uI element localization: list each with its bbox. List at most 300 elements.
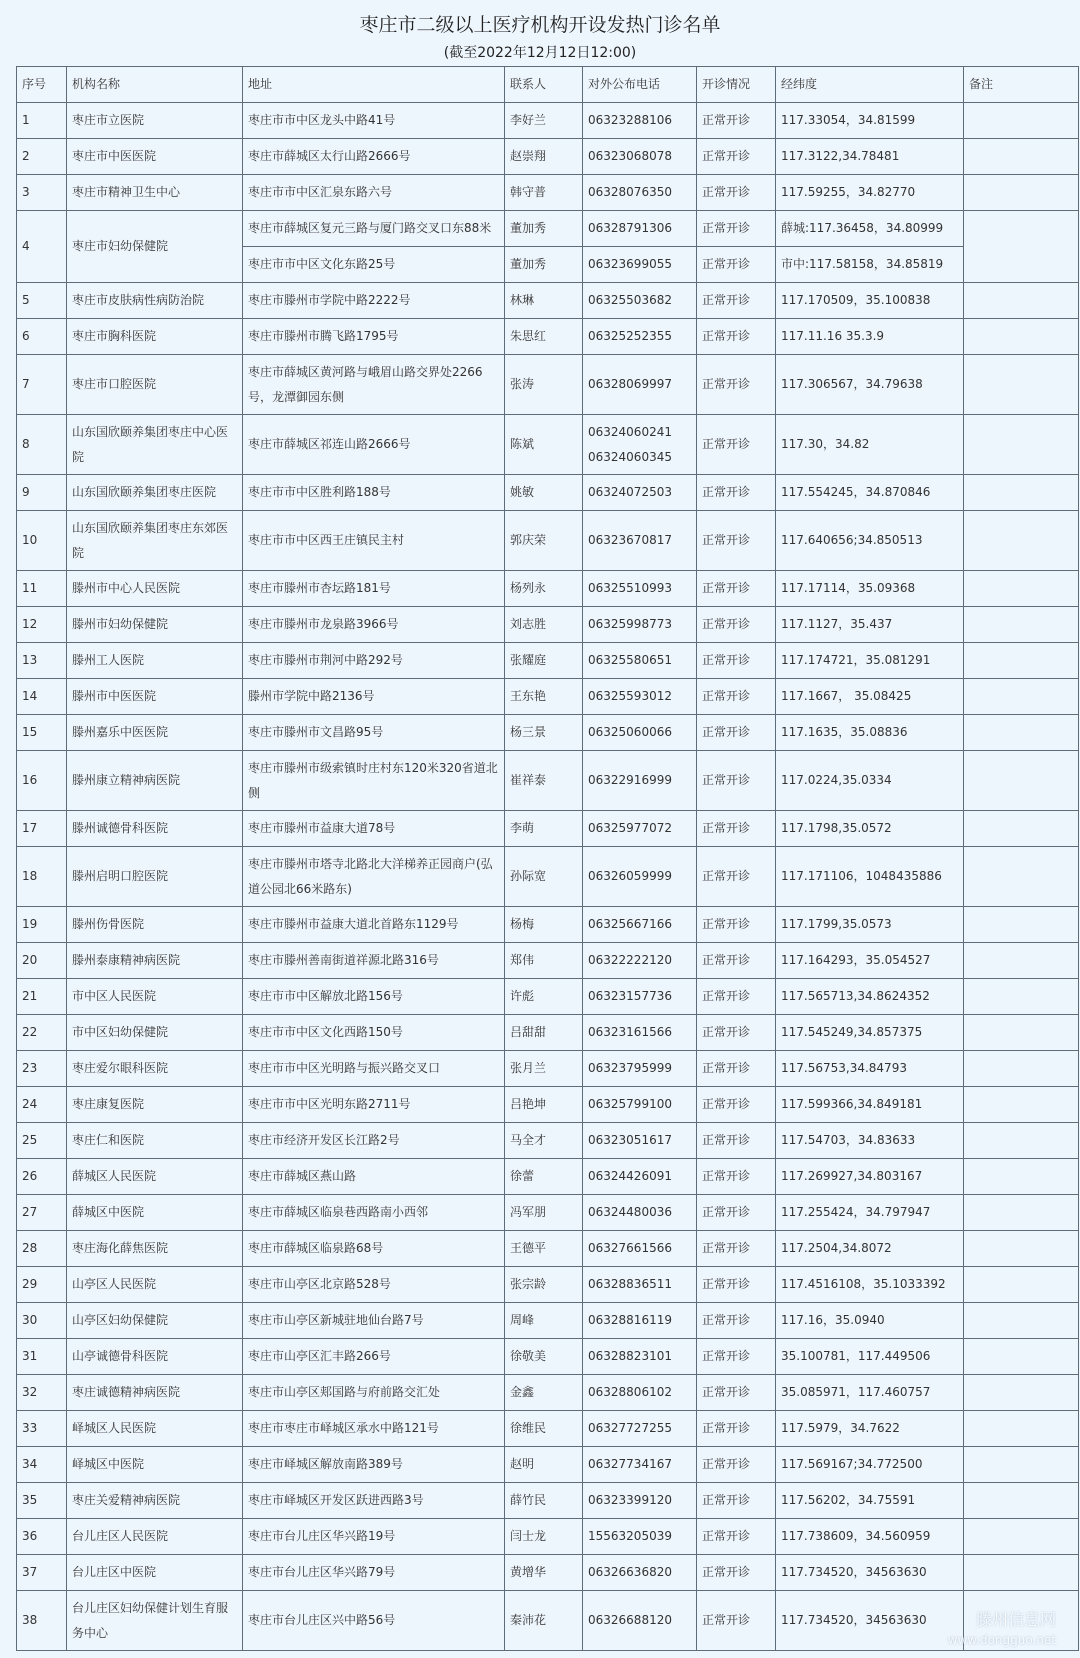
institution-name: 枣庄诚德精神病医院: [67, 1375, 243, 1411]
coordinates: 117.565713,34.8624352: [776, 979, 964, 1015]
contact-person: 秦沛花: [505, 1591, 583, 1651]
institution-name: 枣庄市立医院: [67, 103, 243, 139]
address: 枣庄市薛城区临泉巷西路南小西邻: [243, 1195, 505, 1231]
remarks: [964, 1267, 1079, 1303]
table-row: [17, 679, 1079, 715]
remarks: [964, 1483, 1079, 1519]
clinic-status: 正常开诊: [697, 511, 776, 571]
phone-number: 06322916999: [583, 751, 697, 811]
remarks: [964, 1339, 1079, 1375]
row-number: 5: [17, 283, 67, 319]
remarks: [964, 1087, 1079, 1123]
coordinates: 117.11.16 35.3.9: [776, 319, 964, 355]
coordinates: 117.16，35.0940: [776, 1303, 964, 1339]
table-row: [17, 319, 1079, 355]
remarks: [964, 907, 1079, 943]
table-row: [17, 1375, 1079, 1411]
clinic-status: 正常开诊: [697, 715, 776, 751]
institution-name: 山亭区人民医院: [67, 1267, 243, 1303]
table-row: [17, 139, 1079, 175]
coordinates: 117.164293，35.054527: [776, 943, 964, 979]
table-row: [17, 1339, 1079, 1375]
remarks: [964, 607, 1079, 643]
row-number: 27: [17, 1195, 67, 1231]
clinic-status: 正常开诊: [697, 319, 776, 355]
address: 枣庄市经济开发区长江路2号: [243, 1123, 505, 1159]
phone-number: 06327727255: [583, 1411, 697, 1447]
row-number: 29: [17, 1267, 67, 1303]
clinic-status: 正常开诊: [697, 607, 776, 643]
phone-number: 06325503682: [583, 283, 697, 319]
row-number: 36: [17, 1519, 67, 1555]
clinic-status: 正常开诊: [697, 979, 776, 1015]
phone-number: 06322222120: [583, 943, 697, 979]
institution-name: 枣庄市中医医院: [67, 139, 243, 175]
phone-number: 06328069997: [583, 355, 697, 415]
table-row: [17, 1303, 1079, 1339]
table-row: [17, 571, 1079, 607]
table-row: [17, 1231, 1079, 1267]
address: 枣庄市薛城区黄河路与峨眉山路交界处2266号，龙潭御园东侧: [243, 355, 505, 415]
contact-person: 许彪: [505, 979, 583, 1015]
row-number: 16: [17, 751, 67, 811]
coordinates: 117.255424，34.797947: [776, 1195, 964, 1231]
remarks: [964, 319, 1079, 355]
address: 枣庄市市中区文化西路150号: [243, 1015, 505, 1051]
row-number: 25: [17, 1123, 67, 1159]
contact-person: 杨梅: [505, 907, 583, 943]
institution-name: 枣庄市精神卫生中心: [67, 175, 243, 211]
clinic-status: 正常开诊: [697, 415, 776, 475]
contact-person: 徐敬美: [505, 1339, 583, 1375]
row-number: 24: [17, 1087, 67, 1123]
coordinates: 117.174721，35.081291: [776, 643, 964, 679]
table-row: [17, 1483, 1079, 1519]
coordinates: 117.306567，34.79638: [776, 355, 964, 415]
coordinates: 薛城:117.36458，34.80999: [776, 211, 964, 247]
address: 枣庄市滕州市荆河中路292号: [243, 643, 505, 679]
table-row: [17, 607, 1079, 643]
row-number: 13: [17, 643, 67, 679]
remarks: [964, 943, 1079, 979]
phone-number: 06325799100: [583, 1087, 697, 1123]
row-number: 33: [17, 1411, 67, 1447]
institution-name: 薛城区人民医院: [67, 1159, 243, 1195]
address: 枣庄市薛城区燕山路: [243, 1159, 505, 1195]
institution-name: 峄城区中医院: [67, 1447, 243, 1483]
phone-number: 06328816119: [583, 1303, 697, 1339]
clinic-status: 正常开诊: [697, 1123, 776, 1159]
clinic-status: 正常开诊: [697, 1195, 776, 1231]
watermark-url: www.dongguo.net: [947, 1633, 1056, 1647]
coordinates: 117.33054，34.81599: [776, 103, 964, 139]
remarks: [964, 1303, 1079, 1339]
phone-number: 06323161566: [583, 1015, 697, 1051]
remarks: [964, 847, 1079, 907]
table-row: [17, 1015, 1079, 1051]
coordinates: 117.56753,34.84793: [776, 1051, 964, 1087]
phone-number: 06323051617: [583, 1123, 697, 1159]
address: 枣庄市山亭区郏国路与府前路交汇处: [243, 1375, 505, 1411]
phone-number: 06327734167: [583, 1447, 697, 1483]
clinic-status: 正常开诊: [697, 1051, 776, 1087]
coordinates: 117.1798,35.0572: [776, 811, 964, 847]
remarks: [964, 1195, 1079, 1231]
contact-person: 黄增华: [505, 1555, 583, 1591]
contact-person: 董加秀: [505, 211, 583, 247]
row-number: 28: [17, 1231, 67, 1267]
clinic-status: 正常开诊: [697, 1267, 776, 1303]
column-header: 经纬度: [776, 67, 964, 103]
address: 枣庄市滕州市益康大道北首路东1129号: [243, 907, 505, 943]
coordinates: 117.1799,35.0573: [776, 907, 964, 943]
table-row: [17, 1555, 1079, 1591]
institution-name: 山亭区妇幼保健院: [67, 1303, 243, 1339]
contact-person: 金鑫: [505, 1375, 583, 1411]
contact-person: 董加秀: [505, 247, 583, 283]
contact-person: 李好兰: [505, 103, 583, 139]
phone-number: 06323288106: [583, 103, 697, 139]
address: 枣庄市滕州市学院中路2222号: [243, 283, 505, 319]
address: 枣庄市薛城区太行山路2666号: [243, 139, 505, 175]
table-row: [17, 1267, 1079, 1303]
table-row: [17, 811, 1079, 847]
address: 枣庄市市中区光明路与振兴路交叉口: [243, 1051, 505, 1087]
clinic-status: 正常开诊: [697, 211, 776, 247]
remarks: [964, 1231, 1079, 1267]
clinic-status: 正常开诊: [697, 1483, 776, 1519]
address: 枣庄市市中区汇泉东路六号: [243, 175, 505, 211]
remarks: [964, 1051, 1079, 1087]
remarks: [964, 715, 1079, 751]
coordinates: 117.59255，34.82770: [776, 175, 964, 211]
phone-number: 06323399120: [583, 1483, 697, 1519]
coordinates: 117.545249,34.857375: [776, 1015, 964, 1051]
row-number: 3: [17, 175, 67, 211]
remarks: [964, 1123, 1079, 1159]
clinic-status: 正常开诊: [697, 1555, 776, 1591]
clinic-status: 正常开诊: [697, 751, 776, 811]
table-row: [17, 1159, 1079, 1195]
contact-person: 张宗龄: [505, 1267, 583, 1303]
remarks: [964, 811, 1079, 847]
phone-number: 06326059999: [583, 847, 697, 907]
hospital-table: [16, 66, 1079, 1651]
remarks: [964, 643, 1079, 679]
remarks: [964, 175, 1079, 211]
address: 枣庄市山亭区新城驻地仙台路7号: [243, 1303, 505, 1339]
clinic-status: 正常开诊: [697, 571, 776, 607]
institution-name: 台儿庄区妇幼保健计划生育服务中心: [67, 1591, 243, 1651]
coordinates: 117.2504,34.8072: [776, 1231, 964, 1267]
coordinates: 117.56202，34.75591: [776, 1483, 964, 1519]
phone-number: 06325252355: [583, 319, 697, 355]
phone-number: 06325977072: [583, 811, 697, 847]
coordinates: 35.085971，117.460757: [776, 1375, 964, 1411]
institution-name: 山亭诚德骨科医院: [67, 1339, 243, 1375]
coordinates: 117.3122,34.78481: [776, 139, 964, 175]
row-number: 10: [17, 511, 67, 571]
coordinates: 117.1667， 35.08425: [776, 679, 964, 715]
row-number: 18: [17, 847, 67, 907]
contact-person: 周峰: [505, 1303, 583, 1339]
remarks: [964, 1447, 1079, 1483]
clinic-status: 正常开诊: [697, 1339, 776, 1375]
row-number: 12: [17, 607, 67, 643]
address: 枣庄市山亭区汇丰路266号: [243, 1339, 505, 1375]
contact-person: 薛竹民: [505, 1483, 583, 1519]
coordinates: 117.569167;34.772500: [776, 1447, 964, 1483]
clinic-status: 正常开诊: [697, 679, 776, 715]
address: 枣庄市峄城区开发区跃进西路3号: [243, 1483, 505, 1519]
coordinates: 117.30，34.82: [776, 415, 964, 475]
phone-number: 06323795999: [583, 1051, 697, 1087]
table-row: [17, 475, 1079, 511]
row-number: 9: [17, 475, 67, 511]
column-header: 序号: [17, 67, 67, 103]
coordinates: 117.599366,34.849181: [776, 1087, 964, 1123]
contact-person: 张涛: [505, 355, 583, 415]
clinic-status: 正常开诊: [697, 1411, 776, 1447]
contact-person: 姚敏: [505, 475, 583, 511]
contact-person: 刘志胜: [505, 607, 583, 643]
phone-number: 06325593012: [583, 679, 697, 715]
contact-person: 韩守普: [505, 175, 583, 211]
contact-person: 张耀庭: [505, 643, 583, 679]
table-row: [17, 907, 1079, 943]
clinic-status: 正常开诊: [697, 247, 776, 283]
table-row: [17, 283, 1079, 319]
clinic-status: 正常开诊: [697, 355, 776, 415]
address: 枣庄市台儿庄区华兴路79号: [243, 1555, 505, 1591]
phone-number: 15563205039: [583, 1519, 697, 1555]
institution-name: 滕州启明口腔医院: [67, 847, 243, 907]
remarks: [964, 355, 1079, 415]
institution-name: 滕州泰康精神病医院: [67, 943, 243, 979]
phone-number: 06328076350: [583, 175, 697, 211]
institution-name: 滕州诚德骨科医院: [67, 811, 243, 847]
contact-person: 王东艳: [505, 679, 583, 715]
clinic-status: 正常开诊: [697, 643, 776, 679]
column-header: 备注: [964, 67, 1079, 103]
row-number: 38: [17, 1591, 67, 1651]
row-number: 17: [17, 811, 67, 847]
row-number: 11: [17, 571, 67, 607]
table-row: [17, 415, 1079, 475]
phone-number: 06323670817: [583, 511, 697, 571]
phone-number: 06325998773: [583, 607, 697, 643]
row-number: 15: [17, 715, 67, 751]
table-row: [17, 1519, 1079, 1555]
institution-name: 山东国欣颐养集团枣庄东郊医院: [67, 511, 243, 571]
page-title: 枣庄市二级以上医疗机构开设发热门诊名单: [359, 14, 721, 36]
contact-person: 张月兰: [505, 1051, 583, 1087]
institution-name: 枣庄市皮肤病性病防治院: [67, 283, 243, 319]
contact-person: 吕艳坤: [505, 1087, 583, 1123]
row-number: 31: [17, 1339, 67, 1375]
clinic-status: 正常开诊: [697, 475, 776, 511]
contact-person: 徐维民: [505, 1411, 583, 1447]
institution-name: 山东国欣颐养集团枣庄医院: [67, 475, 243, 511]
remarks: [964, 679, 1079, 715]
coordinates: 市中:117.58158，34.85819: [776, 247, 964, 283]
coordinates: 117.554245，34.870846: [776, 475, 964, 511]
table-row: [17, 1591, 1079, 1651]
row-number: 2: [17, 139, 67, 175]
phone-number: 06327661566: [583, 1231, 697, 1267]
contact-person: 马全才: [505, 1123, 583, 1159]
coordinates: 117.0224,35.0334: [776, 751, 964, 811]
header-row: [17, 67, 1079, 103]
phone-number: 06328836511: [583, 1267, 697, 1303]
coordinates: 117.4516108，35.1033392: [776, 1267, 964, 1303]
contact-person: 吕甜甜: [505, 1015, 583, 1051]
column-header: 对外公布电话: [583, 67, 697, 103]
clinic-status: 正常开诊: [697, 139, 776, 175]
phone-number: 06325580651: [583, 643, 697, 679]
remarks: [964, 1159, 1079, 1195]
clinic-status: 正常开诊: [697, 1447, 776, 1483]
institution-name: 枣庄仁和医院: [67, 1123, 243, 1159]
clinic-status: 正常开诊: [697, 1375, 776, 1411]
contact-person: 徐蕾: [505, 1159, 583, 1195]
remarks: [964, 415, 1079, 475]
coordinates: 117.734520，34563630: [776, 1591, 964, 1651]
table-row: [17, 979, 1079, 1015]
remarks: [964, 475, 1079, 511]
clinic-status: 正常开诊: [697, 1519, 776, 1555]
remarks: [964, 751, 1079, 811]
phone-line: 06324060345: [588, 449, 672, 464]
table-row: [17, 1447, 1079, 1483]
contact-person: 王德平: [505, 1231, 583, 1267]
remarks: [964, 283, 1079, 319]
row-number: 7: [17, 355, 67, 415]
address: 枣庄市峄城区解放南路389号: [243, 1447, 505, 1483]
address: 枣庄市市中区解放北路156号: [243, 979, 505, 1015]
clinic-status: 正常开诊: [697, 103, 776, 139]
coordinates: 117.171106，1048435886: [776, 847, 964, 907]
phone-number: 06324072503: [583, 475, 697, 511]
contact-person: 李萌: [505, 811, 583, 847]
column-header: 机构名称: [67, 67, 243, 103]
institution-name: 枣庄海化薛焦医院: [67, 1231, 243, 1267]
table-row: [17, 1087, 1079, 1123]
address: 枣庄市薛城区临泉路68号: [243, 1231, 505, 1267]
remarks: [964, 1375, 1079, 1411]
remarks: [964, 979, 1079, 1015]
address: 枣庄市薛城区祁连山路2666号: [243, 415, 505, 475]
phone-number: 06325667166: [583, 907, 697, 943]
coordinates: 117.54703，34.83633: [776, 1123, 964, 1159]
table-row: [17, 355, 1079, 415]
table-row: [17, 751, 1079, 811]
institution-name: 市中区妇幼保健院: [67, 1015, 243, 1051]
table-row: [17, 1411, 1079, 1447]
address: 枣庄市滕州市腾飞路1795号: [243, 319, 505, 355]
coordinates: 117.738609，34.560959: [776, 1519, 964, 1555]
remarks: [964, 103, 1079, 139]
remarks: [964, 1015, 1079, 1051]
phone-number: 06328791306: [583, 211, 697, 247]
coordinates: 117.640656;34.850513: [776, 511, 964, 571]
remarks: [964, 1591, 1079, 1651]
phone-number: 06323068078: [583, 139, 697, 175]
table-row: [17, 1123, 1079, 1159]
address: 枣庄市市中区龙头中路41号: [243, 103, 505, 139]
table-row: [17, 943, 1079, 979]
row-number: 26: [17, 1159, 67, 1195]
remarks: [964, 511, 1079, 571]
address: 枣庄市市中区文化东路25号: [243, 247, 505, 283]
clinic-status: 正常开诊: [697, 1231, 776, 1267]
phone-number: [583, 415, 697, 475]
clinic-status: 正常开诊: [697, 283, 776, 319]
coordinates: 35.100781，117.449506: [776, 1339, 964, 1375]
institution-name: 滕州市中医医院: [67, 679, 243, 715]
phone-number: 06325510993: [583, 571, 697, 607]
clinic-status: 正常开诊: [697, 1015, 776, 1051]
contact-person: 赵明: [505, 1447, 583, 1483]
institution-name: 滕州市中心人民医院: [67, 571, 243, 607]
remarks: [964, 1519, 1079, 1555]
table-row: [17, 1051, 1079, 1087]
clinic-status: 正常开诊: [697, 1159, 776, 1195]
clinic-status: 正常开诊: [697, 1591, 776, 1651]
institution-name: 市中区人民医院: [67, 979, 243, 1015]
contact-person: 孙际宽: [505, 847, 583, 907]
clinic-status: 正常开诊: [697, 1087, 776, 1123]
contact-person: 崔祥泰: [505, 751, 583, 811]
phone-number: 06323699055: [583, 247, 697, 283]
contact-person: 赵崇翔: [505, 139, 583, 175]
table-body: [17, 103, 1079, 1651]
institution-name: 枣庄市胸科医院: [67, 319, 243, 355]
row-number: 32: [17, 1375, 67, 1411]
coordinates: 117.17114，35.09368: [776, 571, 964, 607]
coordinates: 117.1635，35.08836: [776, 715, 964, 751]
row-number: 1: [17, 103, 67, 139]
column-header: 开诊情况: [697, 67, 776, 103]
row-number: 23: [17, 1051, 67, 1087]
row-number: 8: [17, 415, 67, 475]
clinic-status: 正常开诊: [697, 847, 776, 907]
address: 滕州市学院中路2136号: [243, 679, 505, 715]
row-number: 14: [17, 679, 67, 715]
remarks: [964, 139, 1079, 175]
row-number: 34: [17, 1447, 67, 1483]
remarks: [964, 1411, 1079, 1447]
phone-number: 06328823101: [583, 1339, 697, 1375]
institution-name: 峄城区人民医院: [67, 1411, 243, 1447]
table-row: [17, 175, 1079, 211]
contact-person: 闫士龙: [505, 1519, 583, 1555]
clinic-status: 正常开诊: [697, 907, 776, 943]
contact-person: 冯军朋: [505, 1195, 583, 1231]
table-header: [17, 67, 1079, 103]
address: 枣庄市枣庄市峄城区承水中路121号: [243, 1411, 505, 1447]
coordinates: 117.5979，34.7622: [776, 1411, 964, 1447]
phone-number: 06323157736: [583, 979, 697, 1015]
row-number: 20: [17, 943, 67, 979]
row-number: 6: [17, 319, 67, 355]
contact-person: 杨三景: [505, 715, 583, 751]
remarks: [964, 1555, 1079, 1591]
address: 枣庄市山亭区北京路528号: [243, 1267, 505, 1303]
remarks: [964, 571, 1079, 607]
institution-name: 台儿庄区中医院: [67, 1555, 243, 1591]
watermark-title: 滕州信息网: [975, 1610, 1056, 1629]
